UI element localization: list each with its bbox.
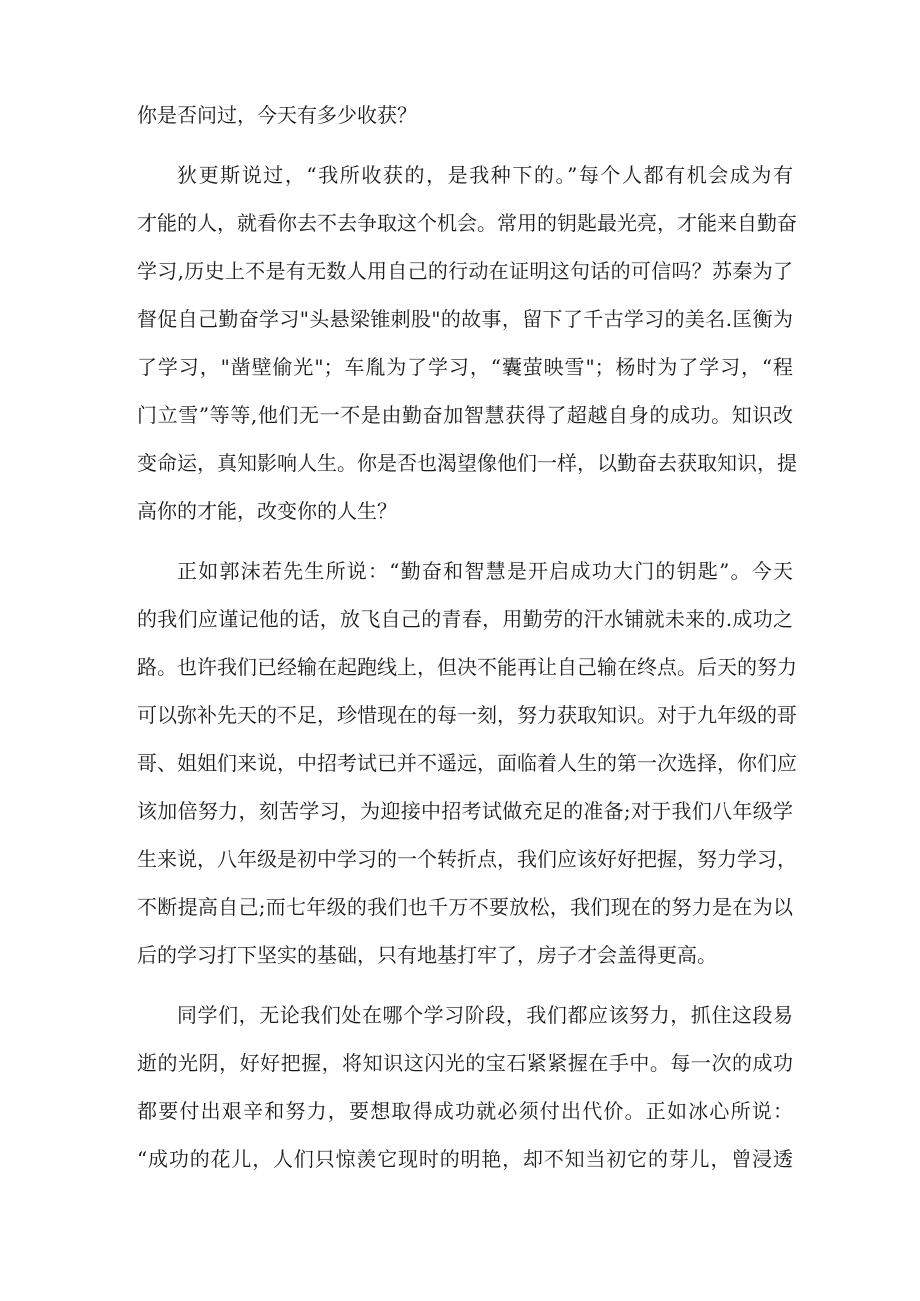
text-line: 正如郭沫若先生所说：“勤奋和智慧是开启成功大门的钥匙”。今天 — [177, 559, 793, 583]
document-body — [137, 91, 797, 1183]
text-line: 该加倍努力，刻苦学习，为迎接中招考试做充足的准备;对于我们八年级学 — [137, 799, 793, 823]
text-line: 可以弥补先天的不足，珍惜现在的每一刻，努力获取知识。对于九年级的哥 — [137, 703, 797, 727]
text-line: 了学习，"凿壁偷光"；车胤为了学习，“囊萤映雪"；杨时为了学习，“程 — [137, 355, 793, 379]
paragraph-3 — [137, 547, 797, 979]
text-line: 学习,历史上不是有无数人用自己的行动在证明这句话的可信吗？苏秦为了 — [137, 259, 793, 283]
text-line: 哥、姐姐们来说，中招考试已并不遥远，面临着人生的第一次选择，你们应 — [137, 751, 797, 775]
text-line: 高你的才能，改变你的人生？ — [137, 499, 397, 523]
paragraph-2 — [137, 151, 797, 535]
text-line: 的我们应谨记他的话，放飞自己的青春，用勤劳的汗水铺就未来的.成功之 — [137, 607, 793, 631]
text-line: 狄更斯说过，“我所收获的，是我种下的。”每个人都有机会成为有 — [177, 163, 793, 187]
text-line: 不断提高自己;而七年级的我们也千万不要放松，我们现在的努力是在为以 — [137, 895, 793, 919]
text-line: 逝的光阴，好好把握，将知识这闪光的宝石紧紧握在手中。每一次的成功 — [137, 1051, 793, 1075]
text-line: 后的学习打下坚实的基础，只有地基打牢了，房子才会盖得更高。 — [137, 943, 717, 967]
text-line: 门立雪”等等,他们无一不是由勤奋加智慧获得了超越自身的成功。知识改 — [137, 403, 793, 427]
text-line: “成功的花儿，人们只惊羡它现时的明艳，却不知当初它的芽儿，曾浸透 — [137, 1147, 793, 1171]
text-line: 变命运，真知影响人生。你是否也渴望像他们一样，以勤奋去获取知识，提 — [137, 451, 797, 475]
text-line: 路。也许我们已经输在起跑线上，但决不能再让自己输在终点。后天的努力 — [137, 655, 797, 679]
text-line: 督促自己勤奋学习"头悬梁锥刺股"的故事，留下了千古学习的美名.匡衡为 — [137, 307, 793, 331]
paragraph-1 — [137, 91, 793, 139]
paragraph-4 — [137, 991, 793, 1183]
text-line: 同学们，无论我们处在哪个学习阶段，我们都应该努力，抓住这段易 — [177, 1003, 793, 1027]
text-line: 都要付出艰辛和努力，要想取得成功就必须付出代价。正如冰心所说： — [137, 1099, 793, 1123]
text-line: 你是否问过，今天有多少收获？ — [137, 103, 417, 127]
text-line: 才能的人，就看你去不去争取这个机会。常用的钥匙最光亮，才能来自勤奋 — [137, 211, 797, 235]
text-line: 生来说，八年级是初中学习的一个转折点，我们应该好好把握，努力学习， — [137, 847, 797, 871]
